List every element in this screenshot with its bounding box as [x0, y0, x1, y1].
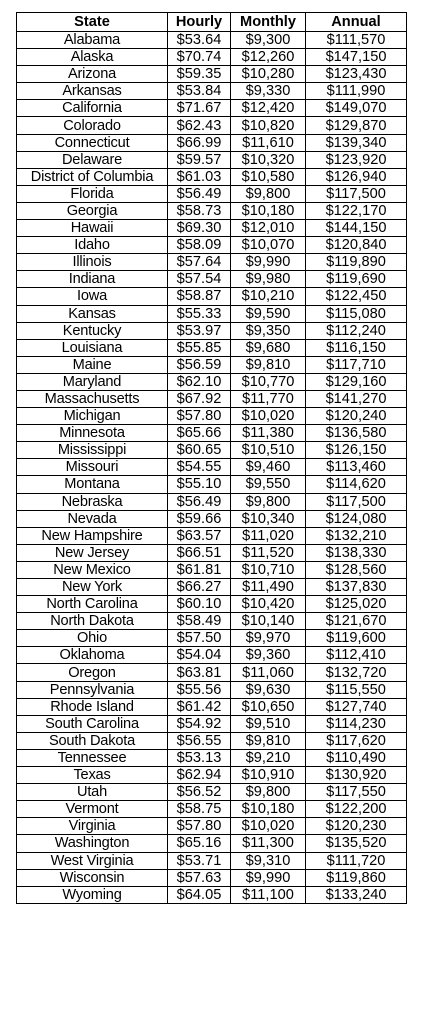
table-row	[17, 852, 407, 869]
cell-monthly: $9,680	[231, 339, 306, 356]
cell-annual: $112,410	[306, 647, 407, 664]
cell-state: Massachusetts	[17, 390, 168, 407]
cell-monthly: $11,100	[231, 886, 306, 903]
table-row	[17, 869, 407, 886]
cell-hourly: $60.65	[168, 442, 231, 459]
table-row	[17, 151, 407, 168]
cell-annual: $111,990	[306, 83, 407, 100]
cell-monthly: $10,710	[231, 561, 306, 578]
cell-monthly: $12,420	[231, 100, 306, 117]
table-row	[17, 49, 407, 66]
table-row	[17, 886, 407, 903]
header-row	[17, 13, 407, 32]
cell-annual: $139,340	[306, 134, 407, 151]
cell-state: Oregon	[17, 664, 168, 681]
table-row	[17, 459, 407, 476]
cell-state: Colorado	[17, 117, 168, 134]
cell-annual: $120,840	[306, 237, 407, 254]
cell-monthly: $9,330	[231, 83, 306, 100]
cell-hourly: $69.30	[168, 220, 231, 237]
cell-monthly: $11,060	[231, 664, 306, 681]
cell-state: Indiana	[17, 271, 168, 288]
cell-state: New Hampshire	[17, 527, 168, 544]
cell-annual: $123,920	[306, 151, 407, 168]
cell-monthly: $9,310	[231, 852, 306, 869]
table-body	[17, 32, 407, 904]
table-row	[17, 561, 407, 578]
cell-annual: $129,160	[306, 373, 407, 390]
cell-annual: $120,240	[306, 408, 407, 425]
cell-monthly: $10,020	[231, 818, 306, 835]
cell-hourly: $61.81	[168, 561, 231, 578]
cell-monthly: $9,550	[231, 476, 306, 493]
cell-hourly: $59.66	[168, 510, 231, 527]
cell-annual: $130,920	[306, 767, 407, 784]
cell-annual: $132,210	[306, 527, 407, 544]
cell-hourly: $65.66	[168, 425, 231, 442]
cell-annual: $122,450	[306, 288, 407, 305]
cell-state: Wisconsin	[17, 869, 168, 886]
table-row	[17, 322, 407, 339]
cell-hourly: $57.50	[168, 630, 231, 647]
table-row	[17, 220, 407, 237]
cell-hourly: $58.49	[168, 613, 231, 630]
cell-monthly: $9,990	[231, 254, 306, 271]
cell-annual: $125,020	[306, 596, 407, 613]
table-row	[17, 83, 407, 100]
table-row	[17, 630, 407, 647]
cell-annual: $124,080	[306, 510, 407, 527]
cell-hourly: $53.71	[168, 852, 231, 869]
cell-monthly: $9,810	[231, 732, 306, 749]
cell-annual: $116,150	[306, 339, 407, 356]
cell-monthly: $11,300	[231, 835, 306, 852]
cell-hourly: $66.51	[168, 544, 231, 561]
cell-state: Pennsylvania	[17, 681, 168, 698]
cell-annual: $132,720	[306, 664, 407, 681]
cell-state: Hawaii	[17, 220, 168, 237]
table-row	[17, 100, 407, 117]
cell-state: South Carolina	[17, 715, 168, 732]
cell-annual: $111,570	[306, 32, 407, 49]
table-row	[17, 305, 407, 322]
cell-annual: $127,740	[306, 698, 407, 715]
cell-monthly: $10,180	[231, 801, 306, 818]
table-row	[17, 749, 407, 766]
cell-annual: $117,500	[306, 493, 407, 510]
table-row	[17, 339, 407, 356]
cell-state: Alaska	[17, 49, 168, 66]
table-row	[17, 254, 407, 271]
cell-annual: $149,070	[306, 100, 407, 117]
cell-state: Washington	[17, 835, 168, 852]
table-row	[17, 66, 407, 83]
cell-hourly: $56.59	[168, 356, 231, 373]
cell-state: Maine	[17, 356, 168, 373]
cell-annual: $147,150	[306, 49, 407, 66]
cell-monthly: $10,910	[231, 767, 306, 784]
cell-state: Maryland	[17, 373, 168, 390]
cell-monthly: $9,980	[231, 271, 306, 288]
cell-state: Arkansas	[17, 83, 168, 100]
cell-state: Delaware	[17, 151, 168, 168]
cell-hourly: $56.49	[168, 185, 231, 202]
cell-hourly: $70.74	[168, 49, 231, 66]
cell-hourly: $57.64	[168, 254, 231, 271]
cell-state: North Carolina	[17, 596, 168, 613]
cell-state: Montana	[17, 476, 168, 493]
cell-monthly: $11,020	[231, 527, 306, 544]
cell-annual: $138,330	[306, 544, 407, 561]
cell-state: Mississippi	[17, 442, 168, 459]
cell-annual: $122,170	[306, 202, 407, 219]
cell-state: Wyoming	[17, 886, 168, 903]
cell-monthly: $10,580	[231, 168, 306, 185]
cell-monthly: $10,070	[231, 237, 306, 254]
cell-hourly: $54.92	[168, 715, 231, 732]
cell-monthly: $11,490	[231, 579, 306, 596]
cell-state: New Mexico	[17, 561, 168, 578]
cell-state: Arizona	[17, 66, 168, 83]
cell-hourly: $55.56	[168, 681, 231, 698]
table-row	[17, 767, 407, 784]
cell-state: Virginia	[17, 818, 168, 835]
table-row	[17, 510, 407, 527]
cell-monthly: $10,770	[231, 373, 306, 390]
cell-state: North Dakota	[17, 613, 168, 630]
cell-monthly: $9,970	[231, 630, 306, 647]
cell-monthly: $10,140	[231, 613, 306, 630]
table-row	[17, 356, 407, 373]
cell-annual: $117,500	[306, 185, 407, 202]
cell-hourly: $55.33	[168, 305, 231, 322]
cell-state: Illinois	[17, 254, 168, 271]
table-row	[17, 408, 407, 425]
cell-hourly: $66.99	[168, 134, 231, 151]
cell-monthly: $10,210	[231, 288, 306, 305]
cell-hourly: $53.13	[168, 749, 231, 766]
cell-state: Texas	[17, 767, 168, 784]
cell-hourly: $62.43	[168, 117, 231, 134]
cell-annual: $117,620	[306, 732, 407, 749]
header-state: State	[17, 13, 168, 32]
cell-state: Oklahoma	[17, 647, 168, 664]
cell-monthly: $10,820	[231, 117, 306, 134]
cell-monthly: $10,420	[231, 596, 306, 613]
cell-hourly: $62.10	[168, 373, 231, 390]
cell-state: Tennessee	[17, 749, 168, 766]
cell-monthly: $9,350	[231, 322, 306, 339]
cell-annual: $119,860	[306, 869, 407, 886]
table-row	[17, 544, 407, 561]
cell-hourly: $59.35	[168, 66, 231, 83]
cell-annual: $117,710	[306, 356, 407, 373]
cell-annual: $129,870	[306, 117, 407, 134]
cell-state: South Dakota	[17, 732, 168, 749]
table-row	[17, 784, 407, 801]
table-row	[17, 664, 407, 681]
cell-monthly: $9,990	[231, 869, 306, 886]
cell-state: Missouri	[17, 459, 168, 476]
table-row	[17, 117, 407, 134]
table-row	[17, 134, 407, 151]
cell-state: Nebraska	[17, 493, 168, 510]
cell-monthly: $9,800	[231, 493, 306, 510]
cell-hourly: $63.81	[168, 664, 231, 681]
table-row	[17, 698, 407, 715]
cell-monthly: $11,770	[231, 390, 306, 407]
cell-annual: $123,430	[306, 66, 407, 83]
cell-monthly: $9,510	[231, 715, 306, 732]
cell-state: Michigan	[17, 408, 168, 425]
cell-state: New Jersey	[17, 544, 168, 561]
cell-annual: $126,940	[306, 168, 407, 185]
cell-annual: $112,240	[306, 322, 407, 339]
cell-hourly: $71.67	[168, 100, 231, 117]
cell-state: Idaho	[17, 237, 168, 254]
cell-monthly: $12,010	[231, 220, 306, 237]
cell-state: Connecticut	[17, 134, 168, 151]
cell-state: California	[17, 100, 168, 117]
cell-annual: $120,230	[306, 818, 407, 835]
cell-state: Georgia	[17, 202, 168, 219]
table-row	[17, 390, 407, 407]
cell-state: Rhode Island	[17, 698, 168, 715]
cell-annual: $113,460	[306, 459, 407, 476]
table-row	[17, 801, 407, 818]
cell-monthly: $10,020	[231, 408, 306, 425]
cell-hourly: $62.94	[168, 767, 231, 784]
table-row	[17, 271, 407, 288]
cell-state: New York	[17, 579, 168, 596]
cell-monthly: $9,460	[231, 459, 306, 476]
table-row	[17, 527, 407, 544]
cell-monthly: $9,800	[231, 185, 306, 202]
cell-annual: $136,580	[306, 425, 407, 442]
cell-hourly: $60.10	[168, 596, 231, 613]
cell-hourly: $58.09	[168, 237, 231, 254]
cell-annual: $137,830	[306, 579, 407, 596]
cell-hourly: $66.27	[168, 579, 231, 596]
cell-monthly: $11,380	[231, 425, 306, 442]
table-row	[17, 835, 407, 852]
table-row	[17, 681, 407, 698]
table-row	[17, 732, 407, 749]
cell-annual: $128,560	[306, 561, 407, 578]
cell-hourly: $61.42	[168, 698, 231, 715]
cell-monthly: $9,810	[231, 356, 306, 373]
header-annual: Annual	[306, 13, 407, 32]
cell-annual: $119,890	[306, 254, 407, 271]
cell-annual: $133,240	[306, 886, 407, 903]
cell-monthly: $10,180	[231, 202, 306, 219]
cell-monthly: $9,300	[231, 32, 306, 49]
cell-state: Kansas	[17, 305, 168, 322]
header-hourly: Hourly	[168, 13, 231, 32]
cell-hourly: $57.54	[168, 271, 231, 288]
cell-annual: $135,520	[306, 835, 407, 852]
cell-state: Alabama	[17, 32, 168, 49]
cell-annual: $141,270	[306, 390, 407, 407]
cell-monthly: $10,650	[231, 698, 306, 715]
cell-state: District of Columbia	[17, 168, 168, 185]
cell-state: Minnesota	[17, 425, 168, 442]
cell-state: Nevada	[17, 510, 168, 527]
cell-monthly: $11,610	[231, 134, 306, 151]
cell-state: Ohio	[17, 630, 168, 647]
cell-state: Iowa	[17, 288, 168, 305]
cell-annual: $114,620	[306, 476, 407, 493]
table-row	[17, 476, 407, 493]
header-monthly: Monthly	[231, 13, 306, 32]
cell-hourly: $58.73	[168, 202, 231, 219]
cell-hourly: $55.10	[168, 476, 231, 493]
table-row	[17, 647, 407, 664]
table-row	[17, 579, 407, 596]
cell-state: Utah	[17, 784, 168, 801]
cell-annual: $115,080	[306, 305, 407, 322]
cell-hourly: $61.03	[168, 168, 231, 185]
table-row	[17, 185, 407, 202]
table-row	[17, 373, 407, 390]
cell-annual: $110,490	[306, 749, 407, 766]
cell-monthly: $9,630	[231, 681, 306, 698]
table-row	[17, 425, 407, 442]
cell-state: West Virginia	[17, 852, 168, 869]
cell-annual: $115,550	[306, 681, 407, 698]
cell-hourly: $56.55	[168, 732, 231, 749]
table-row	[17, 493, 407, 510]
cell-hourly: $53.84	[168, 83, 231, 100]
table-row	[17, 442, 407, 459]
cell-monthly: $10,340	[231, 510, 306, 527]
cell-hourly: $59.57	[168, 151, 231, 168]
cell-hourly: $58.75	[168, 801, 231, 818]
cell-hourly: $54.04	[168, 647, 231, 664]
cell-hourly: $53.64	[168, 32, 231, 49]
table-row	[17, 715, 407, 732]
table-row	[17, 613, 407, 630]
table-row	[17, 237, 407, 254]
cell-annual: $119,600	[306, 630, 407, 647]
cell-monthly: $12,260	[231, 49, 306, 66]
cell-hourly: $67.92	[168, 390, 231, 407]
cell-annual: $119,690	[306, 271, 407, 288]
cell-monthly: $9,360	[231, 647, 306, 664]
cell-hourly: $54.55	[168, 459, 231, 476]
table-row	[17, 288, 407, 305]
cell-monthly: $10,510	[231, 442, 306, 459]
cell-hourly: $53.97	[168, 322, 231, 339]
cell-monthly: $9,210	[231, 749, 306, 766]
table-row	[17, 32, 407, 49]
table-row	[17, 202, 407, 219]
table-row	[17, 596, 407, 613]
cell-hourly: $56.52	[168, 784, 231, 801]
cell-state: Louisiana	[17, 339, 168, 356]
cell-annual: $144,150	[306, 220, 407, 237]
cell-hourly: $65.16	[168, 835, 231, 852]
cell-hourly: $57.63	[168, 869, 231, 886]
cell-monthly: $11,520	[231, 544, 306, 561]
cell-monthly: $10,280	[231, 66, 306, 83]
cell-hourly: $63.57	[168, 527, 231, 544]
cell-hourly: $57.80	[168, 408, 231, 425]
salary-table-container	[16, 12, 407, 904]
cell-annual: $126,150	[306, 442, 407, 459]
table-row	[17, 168, 407, 185]
cell-monthly: $10,320	[231, 151, 306, 168]
salary-table	[16, 12, 407, 904]
cell-monthly: $9,590	[231, 305, 306, 322]
cell-state: Vermont	[17, 801, 168, 818]
cell-annual: $114,230	[306, 715, 407, 732]
cell-hourly: $58.87	[168, 288, 231, 305]
cell-monthly: $9,800	[231, 784, 306, 801]
cell-hourly: $64.05	[168, 886, 231, 903]
cell-state: Kentucky	[17, 322, 168, 339]
cell-state: Florida	[17, 185, 168, 202]
cell-annual: $121,670	[306, 613, 407, 630]
cell-hourly: $56.49	[168, 493, 231, 510]
cell-annual: $122,200	[306, 801, 407, 818]
cell-hourly: $55.85	[168, 339, 231, 356]
cell-annual: $117,550	[306, 784, 407, 801]
cell-annual: $111,720	[306, 852, 407, 869]
table-row	[17, 818, 407, 835]
cell-hourly: $57.80	[168, 818, 231, 835]
